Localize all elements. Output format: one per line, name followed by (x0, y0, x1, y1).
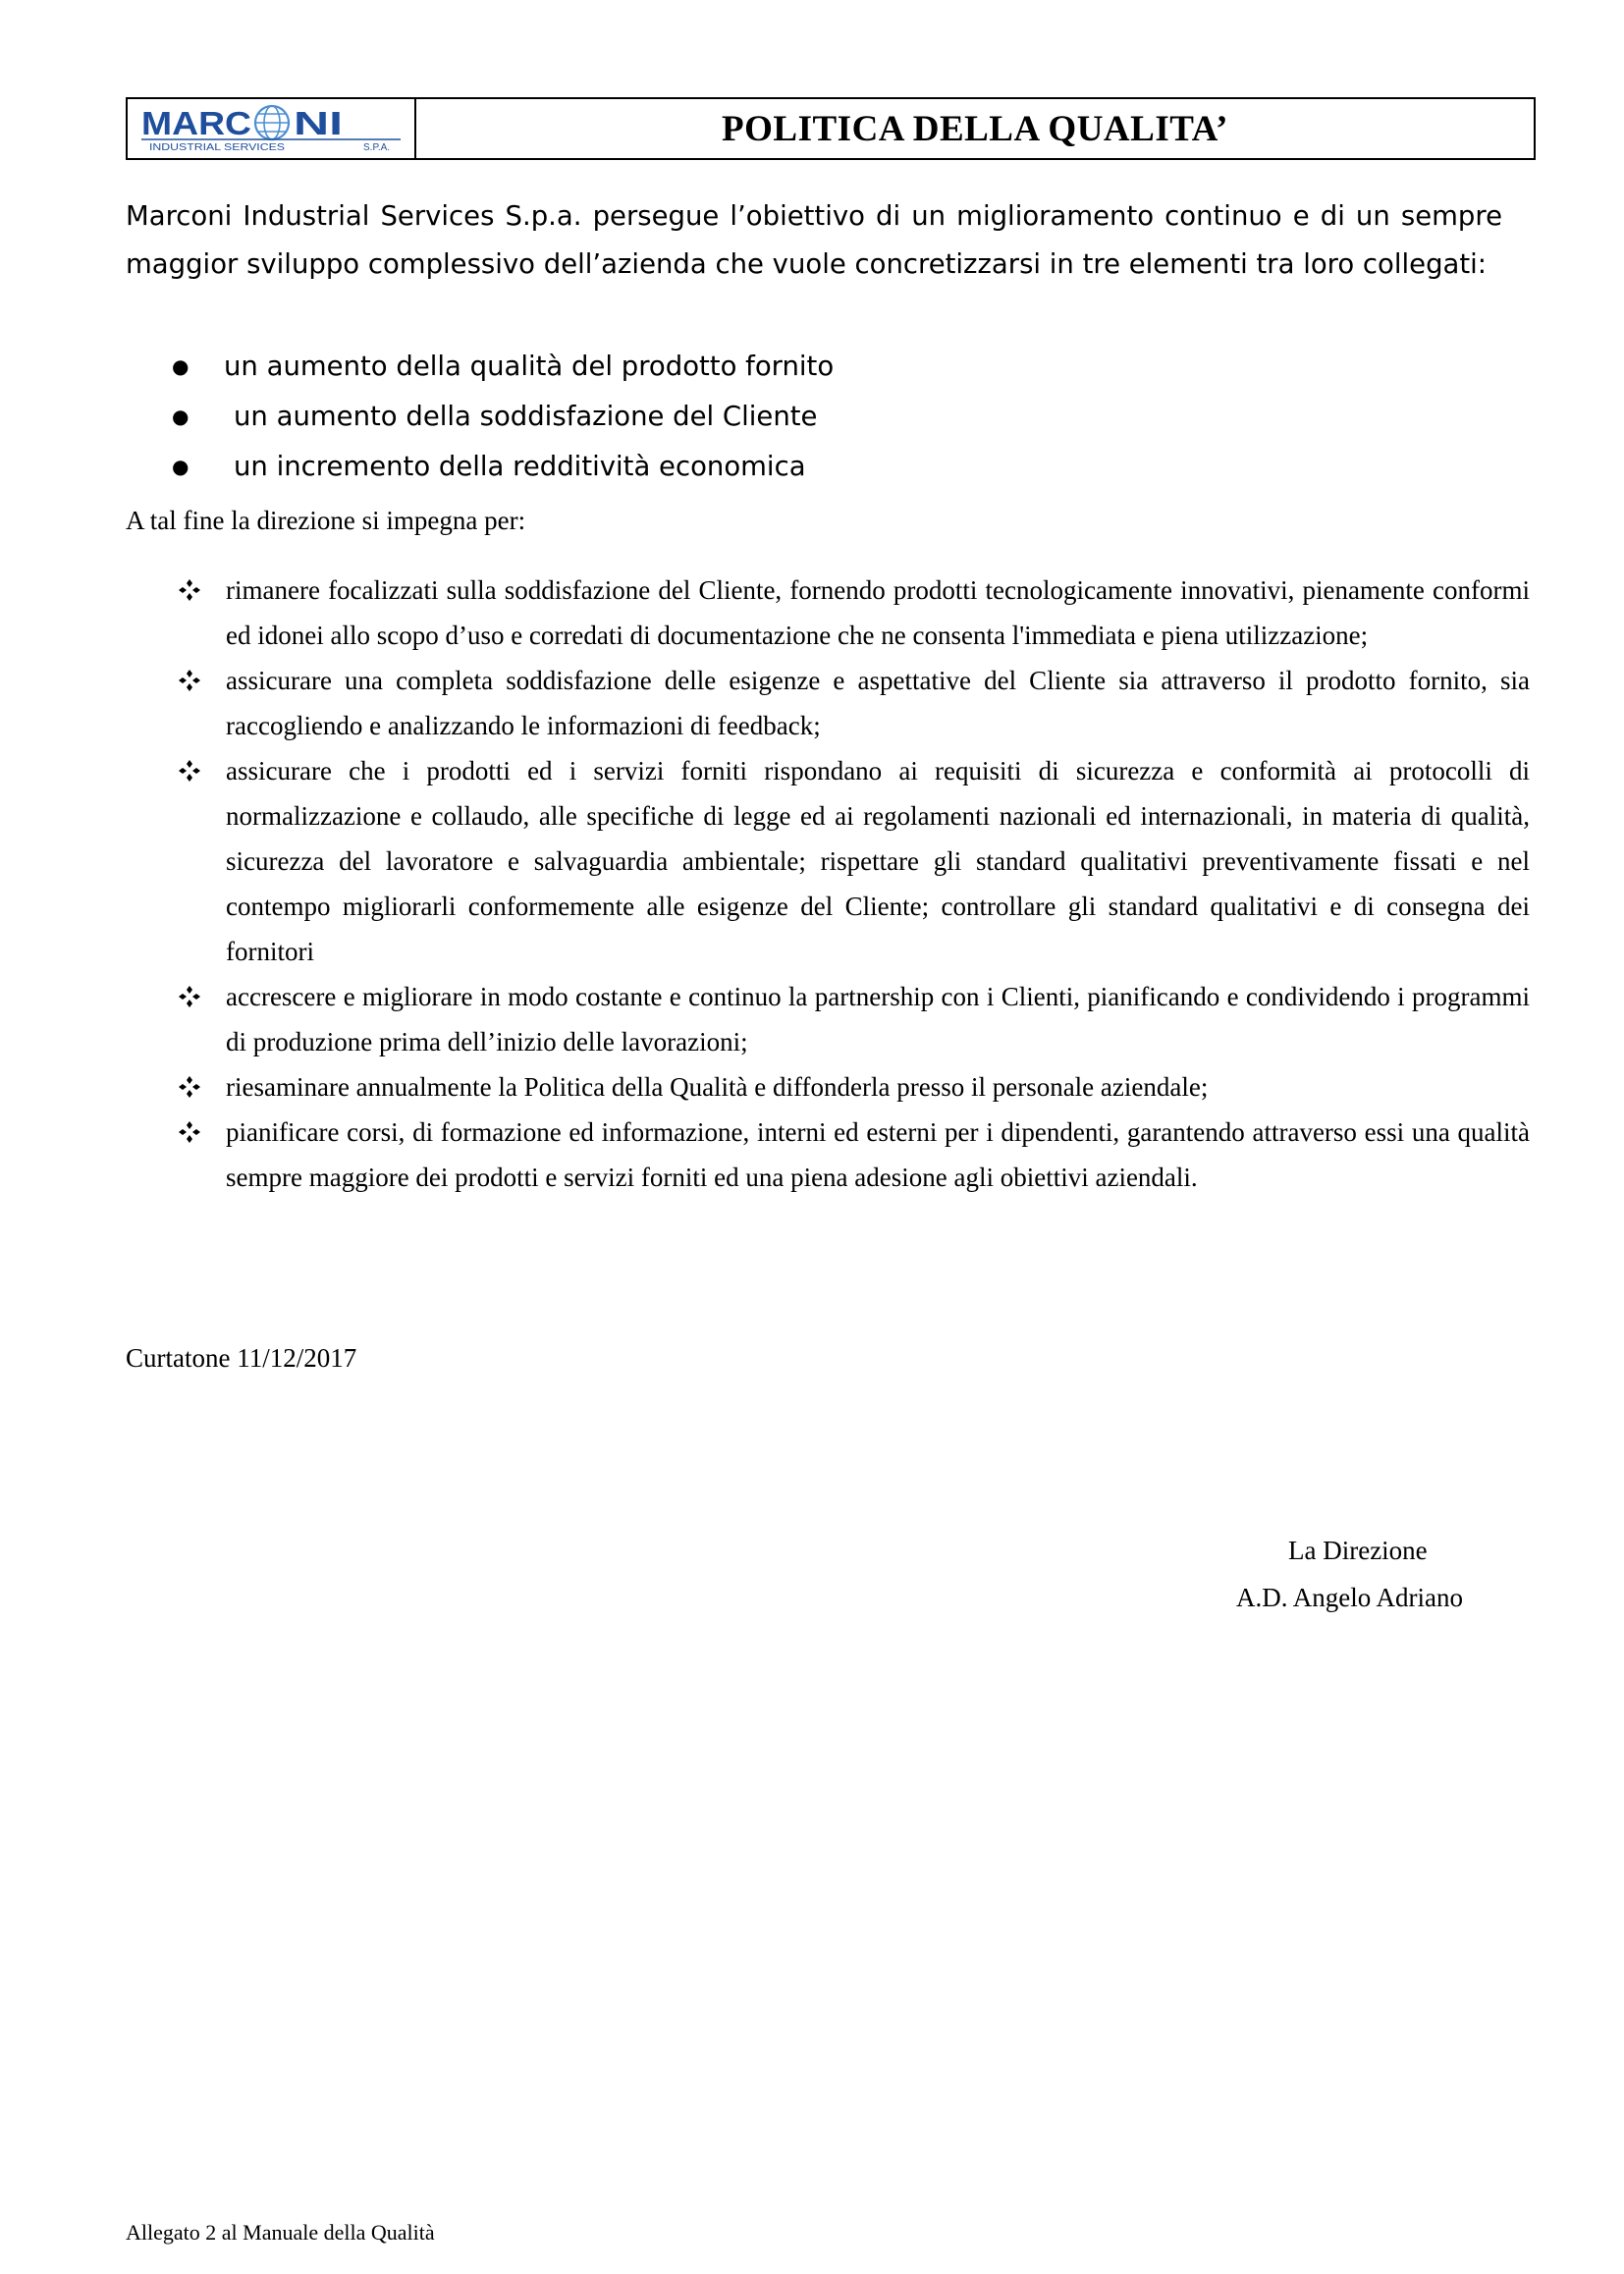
diamond-bullet-icon (179, 1110, 200, 1155)
title-cell (416, 99, 1534, 158)
commitments-intro: A tal fine la direzione si impegna per: (126, 506, 526, 535)
logo-brand-left: MARC (141, 105, 251, 141)
globe-icon (255, 106, 289, 139)
place-date: Curtatone 11/12/2017 (126, 1343, 357, 1373)
list-item-text: pianificare corsi, di formazione ed informazione, interni ed esterni per i dipendenti, garantendo attraverso essi una qualità sempre maggiore dei prodotti e servizi forniti ed una piena adesione agli obiettivi aziendali. (226, 1117, 1530, 1192)
list-item (126, 568, 1530, 658)
list-item-text: un aumento della soddisfazione del Cliente (234, 401, 818, 432)
elements-list (126, 342, 1502, 492)
list-item-text: assicurare che i prodotti ed i servizi forniti rispondano ai requisiti di sicurezza e conformità ai protocolli di normalizzazione e collaudo, alle specifiche di legge ed ai regolamenti nazionali ed internazionali, in materia di qualità, sicurezza del lavoratore e salvaguardia ambientale; rispettare gli standard qualitativi preventivamente fissati e nel contempo migliorarli conformemente alle esigenze del Cliente; controllare gli standard qualitativi e di consegna dei fornitori (226, 756, 1530, 966)
diamond-bullet-icon (179, 568, 200, 613)
bullet-dot-icon: ● (172, 405, 189, 428)
list-item-text: assicurare una completa soddisfazione delle esigenze e aspettative del Cliente sia attraverso il prodotto fornito, sia raccogliendo e analizzando le informazioni di feedback; (226, 666, 1530, 740)
logo-cell (128, 99, 416, 158)
list-item (126, 658, 1530, 748)
signature-title: La Direzione (1288, 1536, 1428, 1565)
page-footer: Allegato 2 al Manuale della Qualità (126, 2220, 435, 2245)
commitments-list (126, 568, 1530, 1200)
document-title: POLITICA DELLA QUALITA’ (722, 108, 1228, 149)
intro-paragraph: Marconi Industrial Services S.p.a. persegue l’obiettivo di un miglioramento continuo e di un sempre maggior sviluppo complessivo dell’azienda che vuole concretizzarsi in tre elementi tra loro collegati: (126, 200, 1502, 280)
list-item (126, 392, 1502, 442)
logo-brand-right: NI (294, 105, 343, 141)
diamond-bullet-icon (179, 974, 200, 1019)
company-logo (135, 104, 406, 153)
list-item-text: rimanere focalizzati sulla soddisfazione del Cliente, fornendo prodotti tecnologicamente innovativi, pienamente conformi ed idonei allo scopo d’uso e corredati di documentazione che ne consenta l'immediata e piena utilizzazione; (226, 575, 1530, 650)
logo-subtitle-left: INDUSTRIAL SERVICES (149, 142, 286, 153)
list-item (126, 1064, 1530, 1110)
list-item (126, 1110, 1530, 1200)
list-item-text: riesaminare annualmente la Politica della Qualità e diffonderla presso il personale aziendale; (226, 1072, 1209, 1102)
list-item-text: un incremento della redditività economica (234, 451, 806, 482)
list-item (126, 974, 1530, 1064)
logo-subtitle-right: S.P.A. (363, 142, 391, 153)
diamond-bullet-icon (179, 748, 200, 793)
bullet-dot-icon: ● (172, 354, 189, 378)
header-box (126, 97, 1536, 160)
list-item (126, 342, 1502, 392)
list-item-text: un aumento della qualità del prodotto fornito (224, 351, 835, 382)
list-item-text: accrescere e migliorare in modo costante e continuo la partnership con i Clienti, pianificando e condividendo i programmi di produzione prima dell’inizio delle lavorazioni; (226, 982, 1530, 1056)
diamond-bullet-icon (179, 1064, 200, 1110)
list-item (126, 748, 1530, 974)
list-item (126, 442, 1502, 492)
bullet-dot-icon: ● (172, 455, 189, 478)
diamond-bullet-icon (179, 658, 200, 703)
signature-name: A.D. Angelo Adriano (1236, 1583, 1463, 1612)
